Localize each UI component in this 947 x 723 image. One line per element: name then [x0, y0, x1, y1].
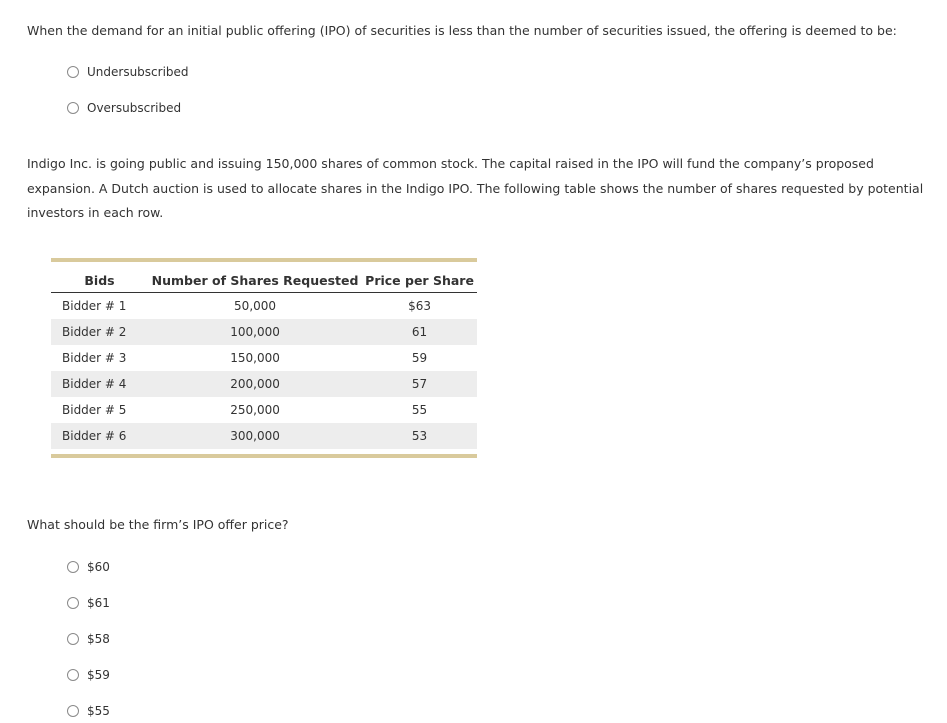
- header-shares: Number of Shares Requested: [148, 268, 362, 293]
- bid-table: [51, 268, 477, 449]
- bidder-cell: Bidder # 2: [51, 319, 148, 345]
- price-cell: $63: [408, 299, 431, 313]
- bidder-cell: Bidder # 6: [51, 423, 148, 449]
- radio-button[interactable]: [67, 705, 79, 717]
- table-header-row: [51, 268, 477, 293]
- table-row: [51, 319, 477, 345]
- price-cell: 53: [362, 423, 477, 449]
- question-2-text: What should be the firm’s IPO offer price?: [27, 517, 289, 532]
- radio-button[interactable]: [67, 102, 79, 114]
- option-label: $58: [87, 632, 110, 646]
- table-row: [51, 371, 477, 397]
- radio-button[interactable]: [67, 597, 79, 609]
- option-label: $61: [87, 596, 110, 610]
- option-55[interactable]: [67, 703, 110, 719]
- option-undersubscribed[interactable]: [67, 64, 189, 80]
- option-label: $55: [87, 704, 110, 718]
- bidder-cell: Bidder # 5: [62, 403, 127, 417]
- option-60[interactable]: [67, 559, 110, 575]
- shares-cell: 300,000: [148, 423, 362, 449]
- header-bids: Bids: [51, 268, 148, 293]
- option-label: $59: [87, 668, 110, 682]
- option-label: $60: [87, 560, 110, 574]
- bidder-cell: Bidder # 1: [62, 299, 127, 313]
- option-59[interactable]: [67, 667, 110, 683]
- radio-button[interactable]: [67, 669, 79, 681]
- bidder-cell: Bidder # 3: [62, 351, 127, 365]
- radio-button[interactable]: [67, 561, 79, 573]
- shares-cell: 100,000: [148, 319, 362, 345]
- shares-cell: 50,000: [234, 299, 277, 313]
- bid-table-container: [51, 258, 477, 458]
- table-row: [51, 397, 477, 423]
- price-cell: 55: [411, 403, 428, 417]
- header-price: Price per Share: [362, 268, 477, 293]
- price-cell: 59: [411, 351, 428, 365]
- shares-cell: 150,000: [230, 351, 280, 365]
- option-label: Oversubscribed: [87, 101, 182, 115]
- option-oversubscribed[interactable]: [67, 100, 181, 116]
- table-row: [51, 345, 477, 371]
- table-row: [51, 423, 477, 449]
- shares-cell: 200,000: [148, 371, 362, 397]
- shares-cell: 250,000: [230, 403, 280, 417]
- scenario-text: Indigo Inc. is going public and issuing 150,000 shares of common stock. The capital raised in the IPO will fund the company’s proposed expansion. A Dutch auction is used to allocate shares in the Indigo IPO. The following table shows the number of shares requested by potential investors in each row.: [27, 156, 924, 220]
- option-label: Undersubscribed: [87, 65, 189, 79]
- option-61[interactable]: [67, 595, 110, 611]
- table-top-rule: [51, 258, 477, 262]
- bidder-cell: Bidder # 4: [51, 371, 148, 397]
- table-row: [51, 293, 477, 320]
- radio-button[interactable]: [67, 66, 79, 78]
- price-cell: 57: [362, 371, 477, 397]
- question-1-text: When the demand for an initial public offering (IPO) of securities is less than the number of securities issued, the offering is deemed to be:: [27, 23, 897, 38]
- table-bottom-rule: [51, 454, 477, 458]
- price-cell: 61: [362, 319, 477, 345]
- option-58[interactable]: [67, 631, 110, 647]
- radio-button[interactable]: [67, 633, 79, 645]
